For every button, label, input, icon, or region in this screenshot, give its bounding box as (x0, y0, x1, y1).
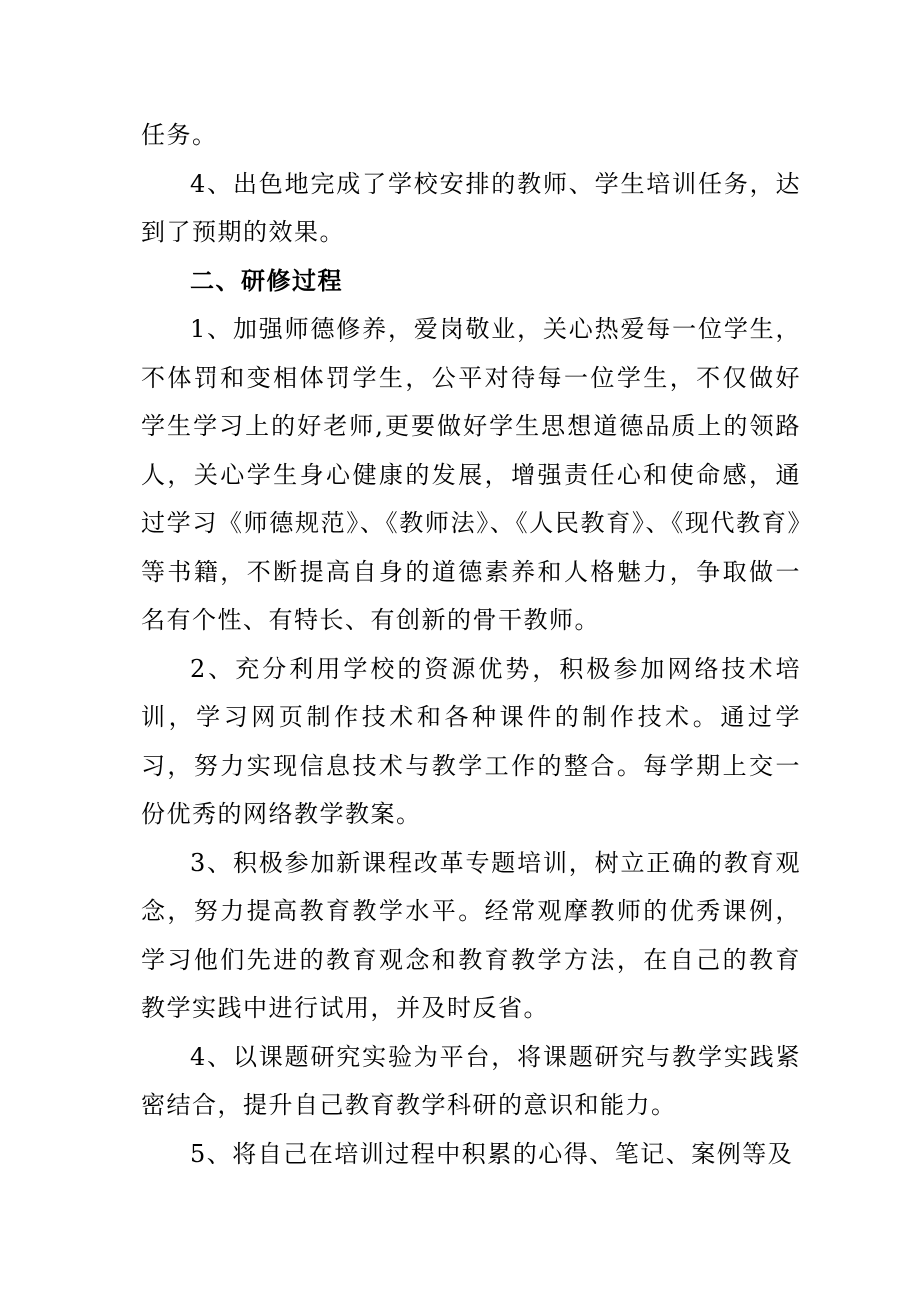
document-body (141, 111, 801, 1178)
paragraph-item-4-intro: 4、出色地完成了学校安排的教师、学生培训任务，达到了预期的效果。 (141, 169, 801, 246)
section-heading-research-process: 二、研修过程 (190, 266, 343, 295)
paragraph-process-1: 1、加强师德修养，爱岗敬业，关心热爱每一位学生，不体罚和变相体罚学生，公平对待每一位学生，不仅做好学生学习上的好老师,更要做好学生思想道德品质上的领路人，关心学生身心健康的发展，增强责任心和使命感，通过学习《师德规范》、《教师法》、《人民教育》、《现代教育》等书籍，不断提高自身的道德素养和人格魅力，争取做一名有个性、有特长、有创新的骨干教师。 (141, 315, 801, 634)
paragraph-process-4: 4、以课题研究实验为平台，将课题研究与教学实践紧密结合，提升自己教育教学科研的意识和能力。 (141, 1042, 801, 1119)
paragraph-process-2: 2、充分利用学校的资源优势，积极参加网络技术培训，学习网页制作技术和各种课件的制作技术。通过学习，努力实现信息技术与教学工作的整合。每学期上交一份优秀的网络教学教案。 (141, 654, 801, 828)
paragraph-process-3: 3、积极参加新课程改革专题培训，树立正确的教育观念，努力提高教育教学水平。经常观摩教师的优秀课例，学习他们先进的教育观念和教育教学方法，在自己的教育教学实践中进行试用，并及时反省。 (141, 848, 801, 1022)
paragraph-process-5: 5、将自己在培训过程中积累的心得、笔记、案例等及 (190, 1139, 794, 1168)
paragraph-continuation: 任务。 (141, 121, 218, 149)
